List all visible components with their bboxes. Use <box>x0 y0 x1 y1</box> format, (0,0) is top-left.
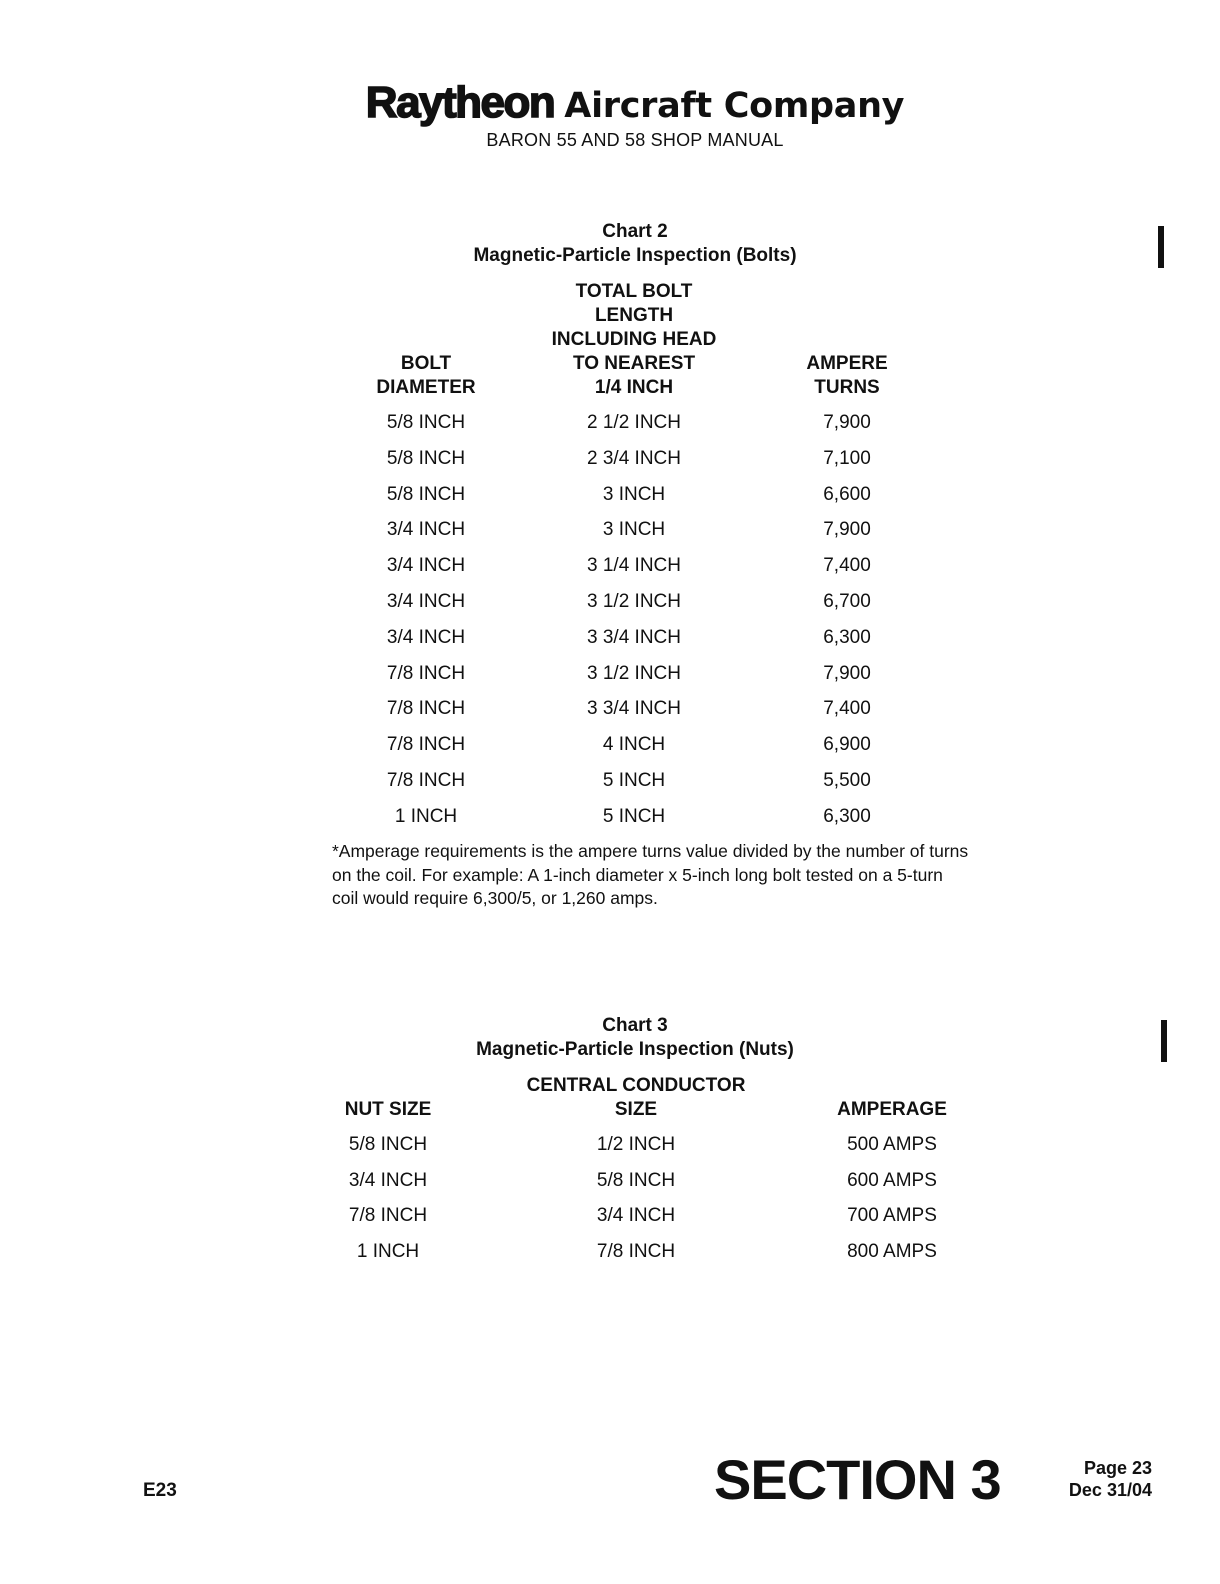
chart2-table-cell: 6,700 <box>823 591 871 612</box>
chart2-number: Chart 2 <box>602 221 668 242</box>
chart3-table-cell: 5/8 INCH <box>348 1134 428 1155</box>
chart2-table-cell: 6,900 <box>823 734 871 756</box>
chart2-table-cell: 1 INCH <box>394 805 458 827</box>
page-info <box>1040 1457 1152 1501</box>
chart3-table-cell: 7/8 INCH <box>596 1240 676 1262</box>
document-header <box>0 78 1220 128</box>
chart2-table-cell: 3 3/4 INCH <box>587 626 681 648</box>
section-label: SECTION 3 <box>714 1448 1001 1511</box>
chart2-table-cell: 6,300 <box>823 805 871 827</box>
chart2-table-cell: 3 1/2 INCH <box>587 591 681 612</box>
raytheon-logo: Raytheon <box>365 78 555 127</box>
chart2-table-cell: 7/8 INCH <box>386 734 466 756</box>
revision-date: Dec 31/04 <box>1068 1480 1152 1500</box>
chart2-table-cell: 6,300 <box>823 626 871 648</box>
chart3-table-cell: 500 AMPS <box>847 1134 937 1155</box>
chart2-table-cell: 5,500 <box>823 770 871 791</box>
chart3-table-cell: 3/4 INCH <box>596 1205 676 1226</box>
chart3-column-header: AMPERAGE <box>837 1099 947 1120</box>
chart3-table-cell: 5/8 INCH <box>596 1169 676 1191</box>
chart2-table-cell: 2 3/4 INCH <box>587 447 681 469</box>
chart2-table-cell: 4 INCH <box>602 734 666 756</box>
chart3-table-cell: 600 AMPS <box>847 1169 937 1191</box>
chart3-number: Chart 3 <box>602 1015 668 1036</box>
chart2-table-cell: 7/8 INCH <box>386 662 466 684</box>
page-number: Page 23 <box>1083 1458 1152 1478</box>
chart2-column-header: AMPERE TURNS <box>806 353 888 398</box>
chart3-table-cell: 7/8 INCH <box>348 1205 428 1226</box>
chart2-table-cell: 5/8 INCH <box>386 412 466 433</box>
chart3-table-cell: 800 AMPS <box>847 1240 937 1262</box>
chart3-column-header: CENTRAL CONDUCTOR SIZE <box>526 1075 746 1120</box>
chart3-table-cell: 700 AMPS <box>847 1205 937 1226</box>
chart2-table-cell: 7/8 INCH <box>386 770 466 791</box>
chart2-table-cell: 3 3/4 INCH <box>587 698 681 720</box>
chart3-table-cell: 1 INCH <box>356 1240 420 1262</box>
chart2-table-cell: 7,100 <box>823 447 871 469</box>
chart2-table-cell: 5/8 INCH <box>386 483 466 505</box>
chart2-table-cell: 6,600 <box>823 483 871 505</box>
chart2-table-cell: 3 INCH <box>602 519 666 541</box>
chart2-table-cell: 3/4 INCH <box>386 591 466 612</box>
chart2-footnote: *Amperage requirements is the ampere turns value divided by the number of turns on the coil. For example: A 1-inch diameter x 5-inch long bolt tested on a 5-turn coil would require 6,300/5, or 1,260 amps. <box>332 841 969 908</box>
chart2-table-cell: 3 1/4 INCH <box>587 555 681 577</box>
chart2-table-cell: 3/4 INCH <box>386 519 466 541</box>
chart3-column-header: NUT SIZE <box>344 1099 432 1120</box>
chart3-title: Magnetic-Particle Inspection (Nuts) <box>476 1039 794 1060</box>
chart2-table-cell: 7/8 INCH <box>386 698 466 720</box>
chart2-table-cell: 7,900 <box>823 662 871 684</box>
chart2-table-cell: 2 1/2 INCH <box>587 412 681 433</box>
chart2-table-cell: 7,400 <box>823 698 871 720</box>
chart3-table-cell: 3/4 INCH <box>348 1169 428 1191</box>
chart2-table-cell: 5/8 INCH <box>386 447 466 469</box>
chart2-title: Magnetic-Particle Inspection (Bolts) <box>473 245 797 266</box>
company-name: Aircraft Company <box>564 86 905 126</box>
chart2-table-cell: 7,900 <box>823 412 871 433</box>
manual-title: BARON 55 AND 58 SHOP MANUAL <box>486 130 784 150</box>
chart2-column-header: TOTAL BOLT LENGTH INCLUDING HEAD TO NEAREST 1/4 INCH <box>551 281 717 398</box>
chart2-table-cell: 5 INCH <box>602 805 666 827</box>
chart2-table-cell: 5 INCH <box>602 770 666 791</box>
chart2-table-cell: 7,400 <box>823 555 871 577</box>
chart2-table-cell: 7,900 <box>823 519 871 541</box>
chart3-table-cell: 1/2 INCH <box>596 1134 676 1155</box>
chart2-table-cell: 3/4 INCH <box>386 555 466 577</box>
chart2-table-cell: 3 1/2 INCH <box>587 662 681 684</box>
chart2-table-cell: 3/4 INCH <box>386 626 466 648</box>
document-code: E23 <box>143 1480 177 1501</box>
chart2-column-header: BOLT DIAMETER <box>376 353 476 398</box>
chart2-table-cell: 3 INCH <box>602 483 666 505</box>
